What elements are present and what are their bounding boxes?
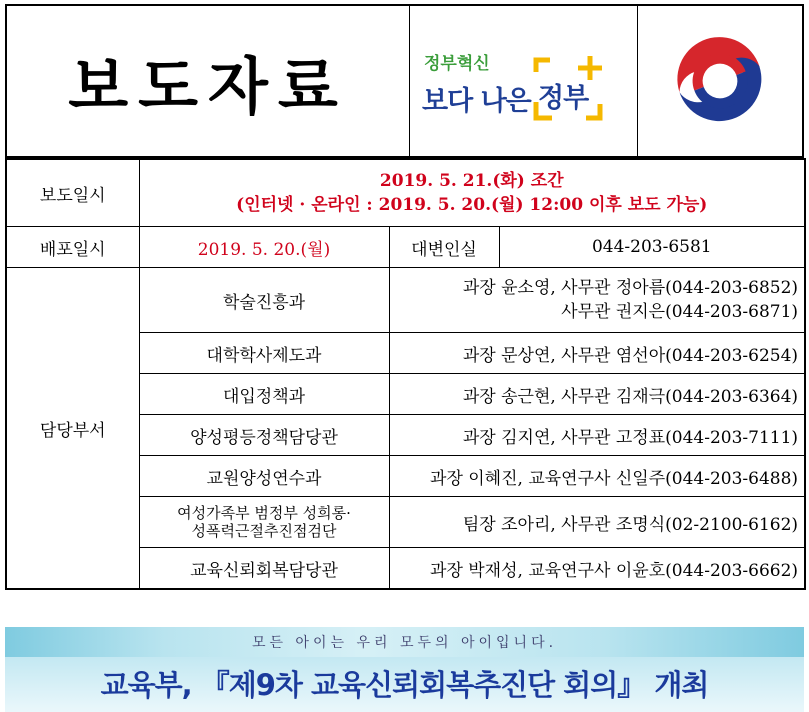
- page-title: 보도자료: [68, 49, 348, 123]
- headline-banner: [5, 627, 804, 712]
- release-date-label: 보도일시: [6, 159, 139, 227]
- contact-line: 사무관 권지은(044-203-6871): [561, 302, 799, 322]
- department-contact: 과장 송근현, 사무관 김재극(044-203-6364): [389, 374, 805, 415]
- department-contact: 과장 이혜진, 교육연구사 신일주(044-203-6488): [389, 456, 805, 497]
- logo-bottom-text: 보다 나은: [422, 86, 531, 117]
- title-cell: [7, 6, 410, 156]
- department-name-line: 성폭력근절추진점검단: [191, 522, 337, 540]
- government-innovation-logo: [410, 6, 638, 156]
- department-name: 대학학사제도과: [139, 333, 389, 374]
- department-contact: 팀장 조아리, 사무관 조명식(02-2100-6162): [389, 497, 805, 548]
- department-name: 교원양성연수과: [139, 456, 389, 497]
- department-label: 담당부서: [6, 268, 139, 590]
- contact-line: 과장 윤소영, 사무관 정아름(044-203-6852): [462, 278, 799, 298]
- department-name: 양성평등정책담당관: [139, 415, 389, 456]
- department-name: 대입정책과: [139, 374, 389, 415]
- release-date-line1: 2019. 5. 21.(화) 조간: [379, 171, 564, 191]
- banner-slogan: 모든 아이는 우리 모두의 아이입니다.: [251, 635, 558, 651]
- release-date-line2: (인터넷 · 온라인 : 2019. 5. 20.(월) 12:00 이후 보도 가능): [236, 195, 708, 215]
- logo-bracket-text: 정부: [538, 83, 589, 114]
- department-contact: 과장 박재성, 교육연구사 이윤호(044-203-6662): [389, 548, 805, 590]
- department-name: [139, 497, 389, 548]
- department-contact: [389, 268, 805, 333]
- distribution-date: 2019. 5. 20.(월): [139, 227, 389, 268]
- department-name: 교육신뢰회복담당관: [139, 548, 389, 590]
- spokesperson-label: 대변인실: [389, 227, 499, 268]
- release-date-value: [139, 159, 805, 227]
- taegeuk-emblem-icon: [664, 25, 776, 137]
- department-row: [6, 268, 805, 333]
- distribution-label: 배포일시: [6, 227, 139, 268]
- department-contact: 과장 문상연, 사무관 염선아(044-203-6254): [389, 333, 805, 374]
- press-release-header: [5, 4, 804, 158]
- emblem-cell: [638, 6, 802, 156]
- logo-top-text: 정부혁신: [424, 54, 490, 74]
- release-info-table: [5, 158, 806, 590]
- department-name: 학술진흥과: [139, 268, 389, 333]
- department-name-line: 여성가족부 범정부 성희롱·: [177, 504, 351, 522]
- distribution-row: [6, 227, 805, 268]
- spokesperson-phone: 044-203-6581: [499, 227, 805, 268]
- banner-headline: 교육부, 『제9차 교육신뢰회복추진단 회의』 개최: [100, 668, 709, 702]
- department-contact: 과장 김지연, 사무관 고정표(044-203-7111): [389, 415, 805, 456]
- release-date-row: [6, 159, 805, 227]
